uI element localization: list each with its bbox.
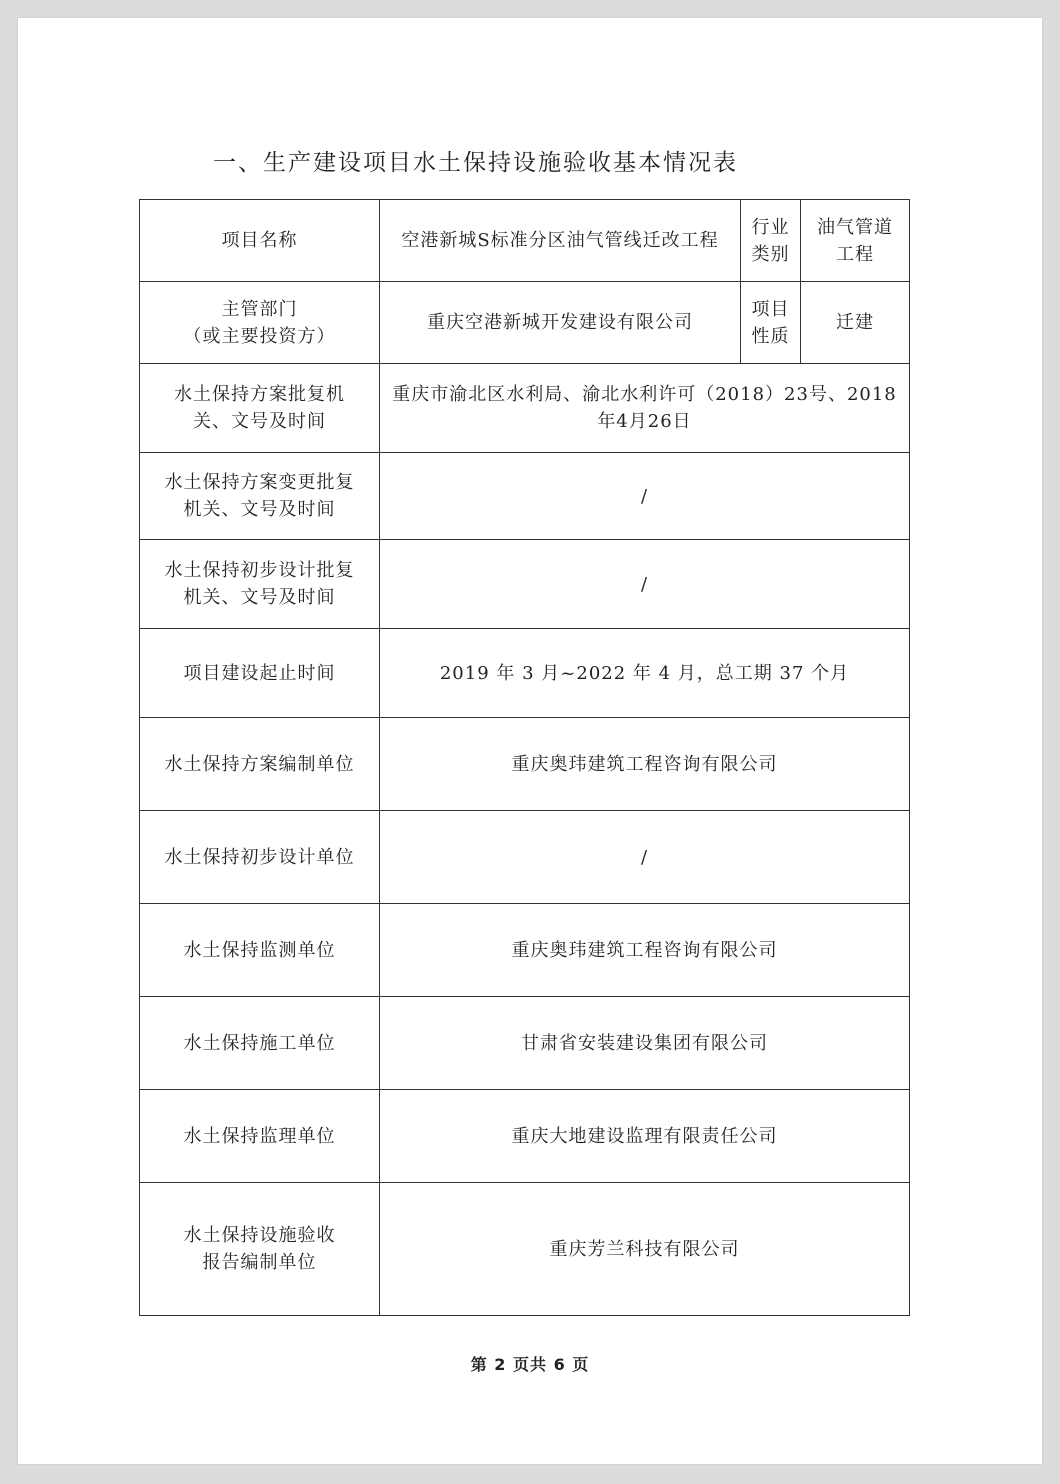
construction-unit-value: 甘肃省安装建设集团有限公司 xyxy=(380,997,910,1090)
prelim-design-unit-value: / xyxy=(380,811,910,904)
table-row xyxy=(140,629,910,718)
plan-compiler-label: 水土保持方案编制单位 xyxy=(140,718,380,811)
basic-info-table xyxy=(139,199,910,1316)
department-label: 主管部门 （或主要投资方） xyxy=(140,282,380,364)
nature-label: 项目 性质 xyxy=(741,282,801,364)
prelim-design-approval-label: 水土保持初步设计批复 机关、文号及时间 xyxy=(140,540,380,629)
department-value: 重庆空港新城开发建设有限公司 xyxy=(380,282,741,364)
report-compiler-value: 重庆芳兰科技有限公司 xyxy=(380,1183,910,1316)
plan-approval-label: 水土保持方案批复机 关、文号及时间 xyxy=(140,364,380,453)
table-row xyxy=(140,997,910,1090)
table-row xyxy=(140,904,910,997)
nature-value: 迁建 xyxy=(801,282,910,364)
construction-period-value: 2019 年 3 月~2022 年 4 月，总工期 37 个月 xyxy=(380,629,910,718)
plan-change-value: / xyxy=(380,453,910,540)
construction-unit-label: 水土保持施工单位 xyxy=(140,997,380,1090)
document-page xyxy=(18,18,1042,1464)
construction-period-label: 项目建设起止时间 xyxy=(140,629,380,718)
table-row xyxy=(140,282,910,364)
monitoring-unit-value: 重庆奥玮建筑工程咨询有限公司 xyxy=(380,904,910,997)
supervision-unit-value: 重庆大地建设监理有限责任公司 xyxy=(380,1090,910,1183)
table-row xyxy=(140,718,910,811)
table-row xyxy=(140,1183,910,1316)
supervision-unit-label: 水土保持监理单位 xyxy=(140,1090,380,1183)
page-title: 一、生产建设项目水土保持设施验收基本情况表 xyxy=(213,150,738,176)
table-row xyxy=(140,453,910,540)
monitoring-unit-label: 水土保持监测单位 xyxy=(140,904,380,997)
industry-value: 油气管道 工程 xyxy=(801,200,910,282)
industry-label: 行业 类别 xyxy=(741,200,801,282)
report-compiler-label: 水土保持设施验收 报告编制单位 xyxy=(140,1183,380,1316)
table-row xyxy=(140,540,910,629)
prelim-design-approval-value: / xyxy=(380,540,910,629)
project-name-value: 空港新城S标准分区油气管线迁改工程 xyxy=(380,200,741,282)
project-name-label: 项目名称 xyxy=(140,200,380,282)
table-row xyxy=(140,811,910,904)
table-row xyxy=(140,364,910,453)
plan-change-label: 水土保持方案变更批复 机关、文号及时间 xyxy=(140,453,380,540)
plan-compiler-value: 重庆奥玮建筑工程咨询有限公司 xyxy=(380,718,910,811)
table-row xyxy=(140,200,910,282)
plan-approval-value: 重庆市渝北区水利局、渝北水利许可（2018）23号、2018年4月26日 xyxy=(380,364,910,453)
table-row xyxy=(140,1090,910,1183)
prelim-design-unit-label: 水土保持初步设计单位 xyxy=(140,811,380,904)
page-number: 第 2 页共 6 页 xyxy=(470,1355,590,1374)
